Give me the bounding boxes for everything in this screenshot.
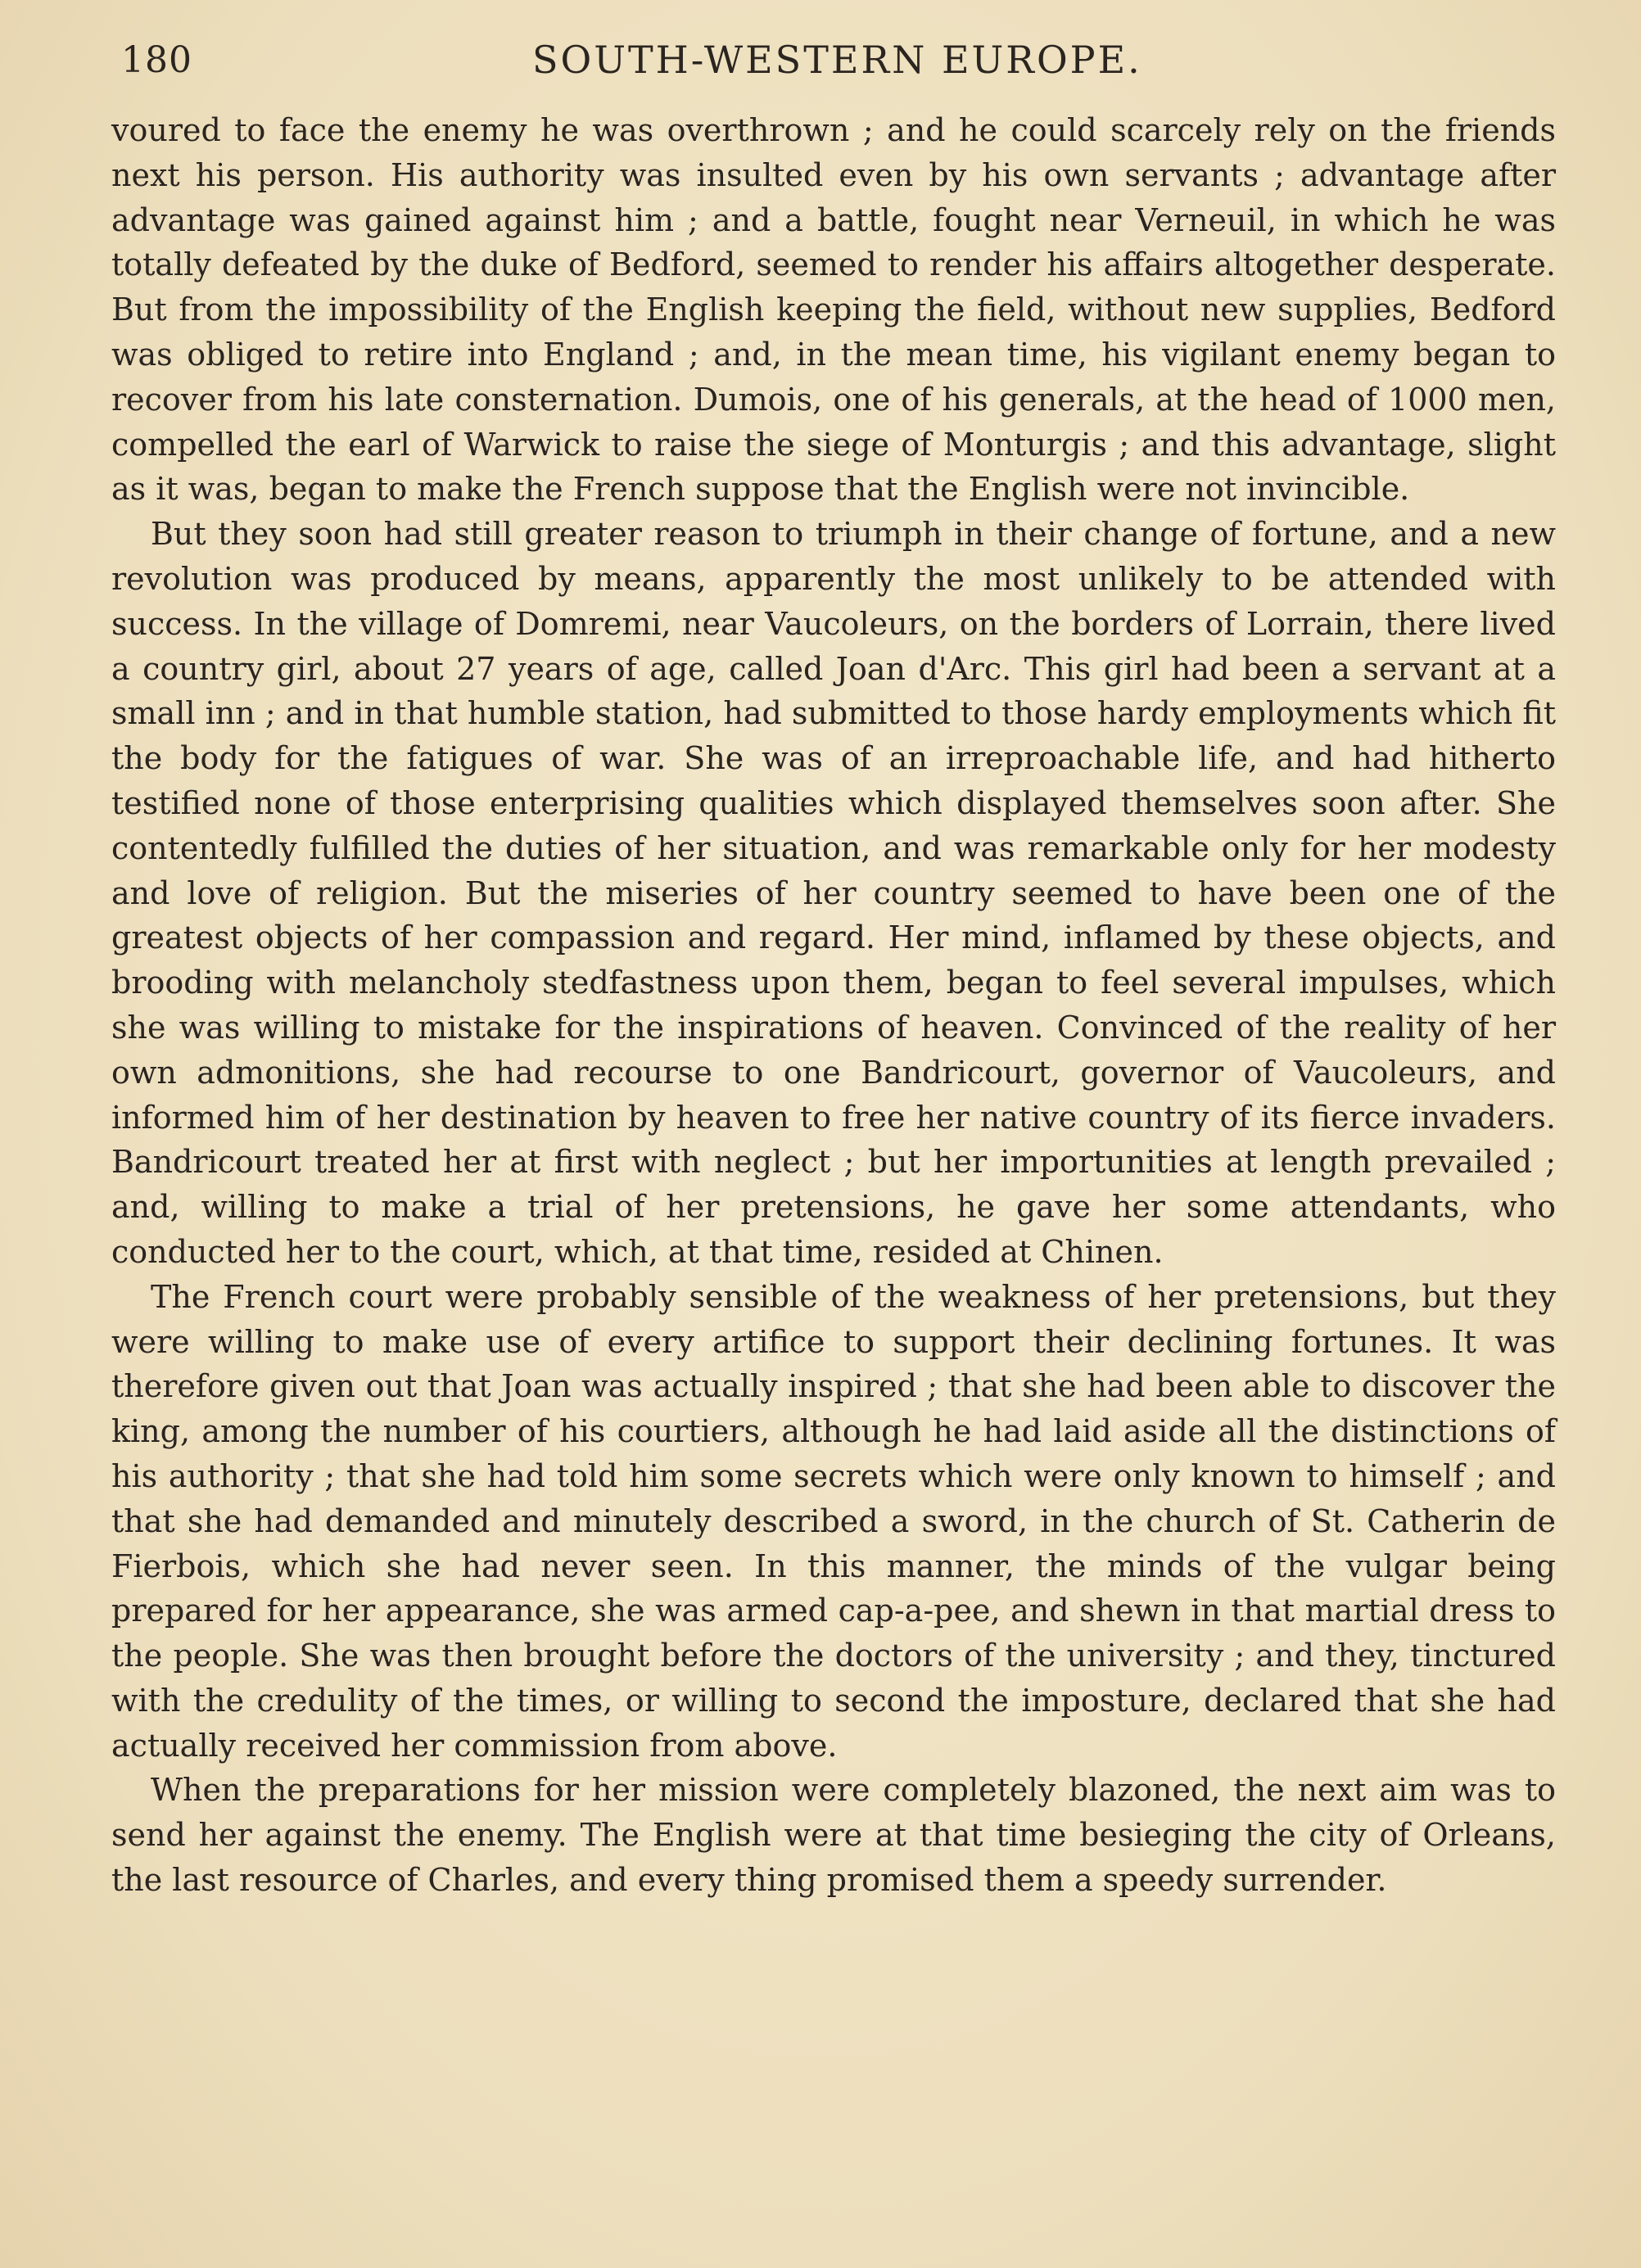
paragraph-continuation: voured to face the enemy he was overthrown ; and he could scarcely rely on the friends next his person. His authority was insulted even by his own servants ; advantage after advantage was gained against him ; and a battle, fought near Verneuil, in which he was totally defeated by the duke of Bedford, seemed to render his affairs altogether desperate. But from the impossibility of the English keeping the field, without new supplies, Bedford was obliged to retire into England ; and, in the mean time, his vigilant enemy began to recover from his late consternation. Dumois, one of his generals, at the head of 1000 men, compelled the earl of Warwick to raise the siege of Monturgis ; and this advantage, slight as it was, began to make the French suppose that the English were not invincible.: [111, 112, 1556, 508]
body-text: [111, 108, 1556, 1903]
paragraph-orleans: When the preparations for her mission were completely blazoned, the next aim was to send her against the enemy. The English were at that time besieging the city of Orleans, the last resource of Charles, and every thing promised them a speedy surrender.: [111, 1772, 1556, 1899]
paragraph-joan-introduction: But they soon had still greater reason to triumph in their change of fortune, and a new revolution was produced by means, apparently the most unlikely to be attended with success. In the village of Domremi, near Vaucoleurs, on the borders of Lorrain, there lived a country girl, about 27 years of age, called Joan d'Arc. This girl had been a servant at a small inn ; and in that humble station, had submitted to those hardy employments which fit the body for the fatigues of war. She was of an irreproachable life, and had hitherto testified none of those enterprising qualities which displayed themselves soon after. She contentedly fulfilled the duties of her situation, and was remarkable only for her modesty and love of religion. But the miseries of her country seemed to have been one of the greatest objects of her compassion and regard. Her mind, inflamed by these objects, and brooding with melancholy stedfastness upon them, began to feel several impulses, which she was willing to mistake for the inspirations of heaven. Convinced of the reality of her own admonitions, she had recourse to one Bandricourt, governor of Vaucoleurs, and informed him of her destination by heaven to free her native country of its fierce invaders. Bandricourt treated her at first with neglect ; but her importunities at length prevailed ; and, willing to make a trial of her pretensions, he gave her some attendants, who conducted her to the court, which, at that time, resided at Chinen.: [111, 516, 1556, 1270]
paragraph-french-court: The French court were probably sensible of the weakness of her pretensions, but they were willing to make use of every artifice to support their declining fortunes. It was therefore given out that Joan was actually inspired ; that she had been able to discover the king, among the number of his courtiers, although he had laid aside all the distinctions of his authority ; that she had told him some secrets which were only known to himself ; and that she had demanded and minutely described a sword, in the church of St. Catherin de Fierbois, which she had never seen. In this manner, the minds of the vulgar being prepared for her appearance, she was armed cap-a-pee, and shewn in that martial dress to the people. She was then brought before the doctors of the university ; and they, tinctured with the credulity of the times, or willing to second the imposture, declared that she had actually received her commission from above.: [111, 1278, 1556, 1764]
page-header: [106, 33, 1556, 98]
page-number: 180: [121, 39, 192, 81]
running-title: SOUTH-WESTERN EUROPE.: [532, 38, 1142, 82]
